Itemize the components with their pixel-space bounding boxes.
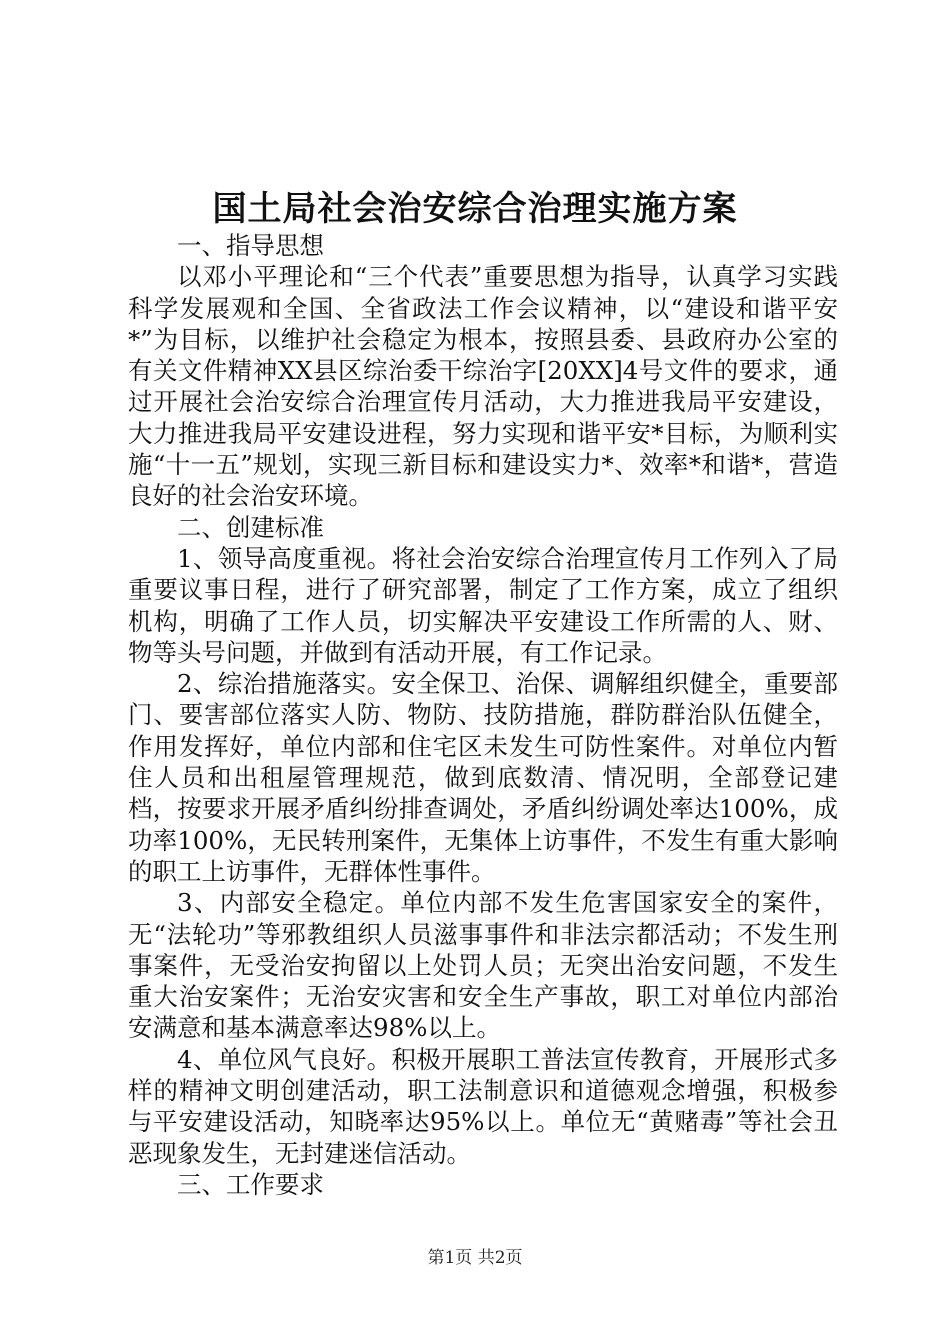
document-title: 国土局社会治安综合治理实施方案 — [212, 189, 738, 229]
section-heading: 三、工作要求 — [177, 1169, 324, 1199]
body-paragraph: 2、综治措施落实。安全保卫、治保、调解组织健全，重要部门、要害部位落实人防、物防、技防措施，群防群治队伍健全，作用发挥好，单位内部和住宅区未发生可防性案件。对单位内暂住人员和出租屋管理规范，做到底数清、情况明，全部登记建档，按要求开展矛盾纠纷排查调处，矛盾纠纷调处率达100%，成功率100%，无民转刑案件，无集体上访事件，不发生有重大影响的职工上访事件，无群体性事件。 — [128, 669, 838, 886]
section-heading: 二、创建标准 — [177, 512, 324, 542]
body-paragraph: 3、内部安全稳定。单位内部不发生危害国家安全的案件，无“法轮功”等邪教组织人员滋事事件和非法宗都活动；不发生刑事案件，无受治安拘留以上处罚人员；无突出治安问题，不发生重大治安案件；无治安灾害和安全生产事故，职工对单位内部治安满意和基本满意率达98%以上。 — [128, 888, 838, 1043]
document-body — [128, 230, 838, 1200]
body-paragraph: 以邓小平理论和“三个代表”重要思想为指导，认真学习实践科学发展观和全国、全省政法工作会议精神，以“建设和谐平安*”为目标，以维护社会稳定为根本，按照县委、县政府办公室的有关文件精神XX县区综治委干综治字[20XX]4号文件的要求，通过开展社会治安综合治理宣传月活动，大力推进我局平安建设，大力推进我局平安建设进程，努力实现和谐平安*目标，为顺利实施“十一五”规划，实现三新目标和建设实力*、效率*和谐*，营造良好的社会治安环境。 — [128, 262, 838, 511]
page-number-footer: 第1页 共2页 — [427, 1248, 523, 1268]
body-paragraph: 1、领导高度重视。将社会治安综合治理宣传月工作列入了局重要议事日程，进行了研究部署，制定了工作方案，成立了组织机构，明确了工作人员，切实解决平安建设工作所需的人、财、物等头号问题，并做到有活动开展，有工作记录。 — [128, 543, 838, 667]
section-heading: 一、指导思想 — [177, 231, 324, 260]
body-paragraph: 4、单位风气良好。积极开展职工普法宣传教育，开展形式多样的精神文明创建活动，职工法制意识和道德观念增强，积极参与平安建设活动，知晓率达95%以上。单位无“黄赌毒”等社会丑恶现象发生，无封建迷信活动。 — [128, 1044, 838, 1168]
